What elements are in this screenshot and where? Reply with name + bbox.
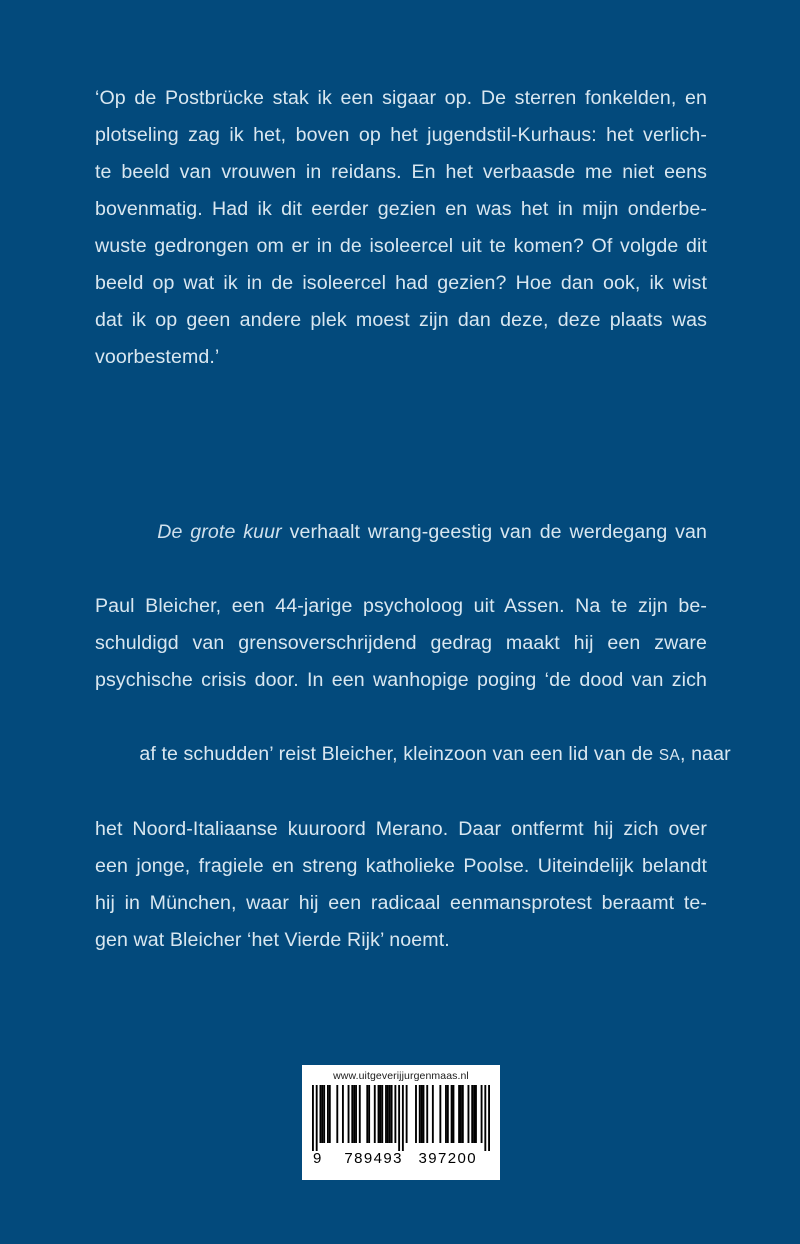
publisher-website-url: www.uitgeverijjurgenmaas.nl	[333, 1070, 469, 1082]
book-title: De grote kuur	[157, 521, 282, 543]
synopsis-line	[95, 699, 731, 811]
isbn-digits-left: 789493	[344, 1150, 403, 1167]
isbn-digit-lead: 9	[313, 1150, 323, 1167]
synopsis-line: Paul Bleicher, een 44-jarige psycholoog uit Assen. Na te zijn be-	[95, 595, 707, 617]
barcode-bars-icon	[312, 1085, 490, 1151]
quote-paragraph	[95, 80, 707, 376]
synopsis-line: een jonge, fragiele en streng katholieke Poolse. Uiteindelijk belandt	[95, 855, 707, 877]
synopsis-line: schuldigd van grensoverschrijdend gedrag maakt hij een zware	[95, 632, 707, 654]
quote-line: voorbestemd.’	[95, 346, 220, 368]
quote-line: bovenmatig. Had ik dit eerder gezien en was het in mijn onderbe-	[95, 198, 707, 220]
synopsis-text: , naar	[680, 743, 731, 765]
isbn-digits-right: 397200	[418, 1150, 477, 1167]
synopsis-text: verhaalt wrang-geestig van de werdegang van	[281, 521, 707, 543]
synopsis-line: hij in München, waar hij een radicaal eenmansprotest beraamt te-	[95, 892, 707, 914]
quote-line: ‘Op de Postbrücke stak ik een sigaar op. De sterren fonkelden, en	[95, 87, 707, 109]
barcode-block	[302, 1065, 500, 1180]
synopsis-line: psychische crisis door. In een wanhopige poging ‘de dood van zich	[95, 669, 707, 691]
quote-line: wuste gedrongen om er in de isoleercel uit te komen? Of volgde dit	[95, 235, 707, 257]
synopsis-line	[95, 477, 707, 588]
barcode-digits	[312, 1150, 490, 1167]
synopsis-line: gen wat Bleicher ‘het Vierde Rijk’ noemt.	[95, 929, 450, 951]
synopsis-line: het Noord-Italiaanse kuuroord Merano. Daar ontfermt hij zich over	[95, 818, 707, 840]
synopsis-text: af te schudden’ reist Bleicher, kleinzoon van een lid van de	[139, 743, 659, 765]
blurb-text-block	[95, 80, 731, 959]
quote-line: beeld op wat ik in de isoleercel had gezien? Hoe dan ook, ik wist	[95, 272, 707, 294]
quote-line: te beeld van vrouwen in reidans. En het verbaasde me niet eens	[95, 161, 707, 183]
quote-line: plotseling zag ik het, boven op het jugendstil-Kurhaus: het verlich-	[95, 124, 707, 146]
quote-line: dat ik op geen andere plek moest zijn dan deze, deze plaats was	[95, 309, 707, 331]
synopsis-paragraph	[95, 477, 731, 959]
organisation-abbreviation: SA	[658, 747, 681, 764]
